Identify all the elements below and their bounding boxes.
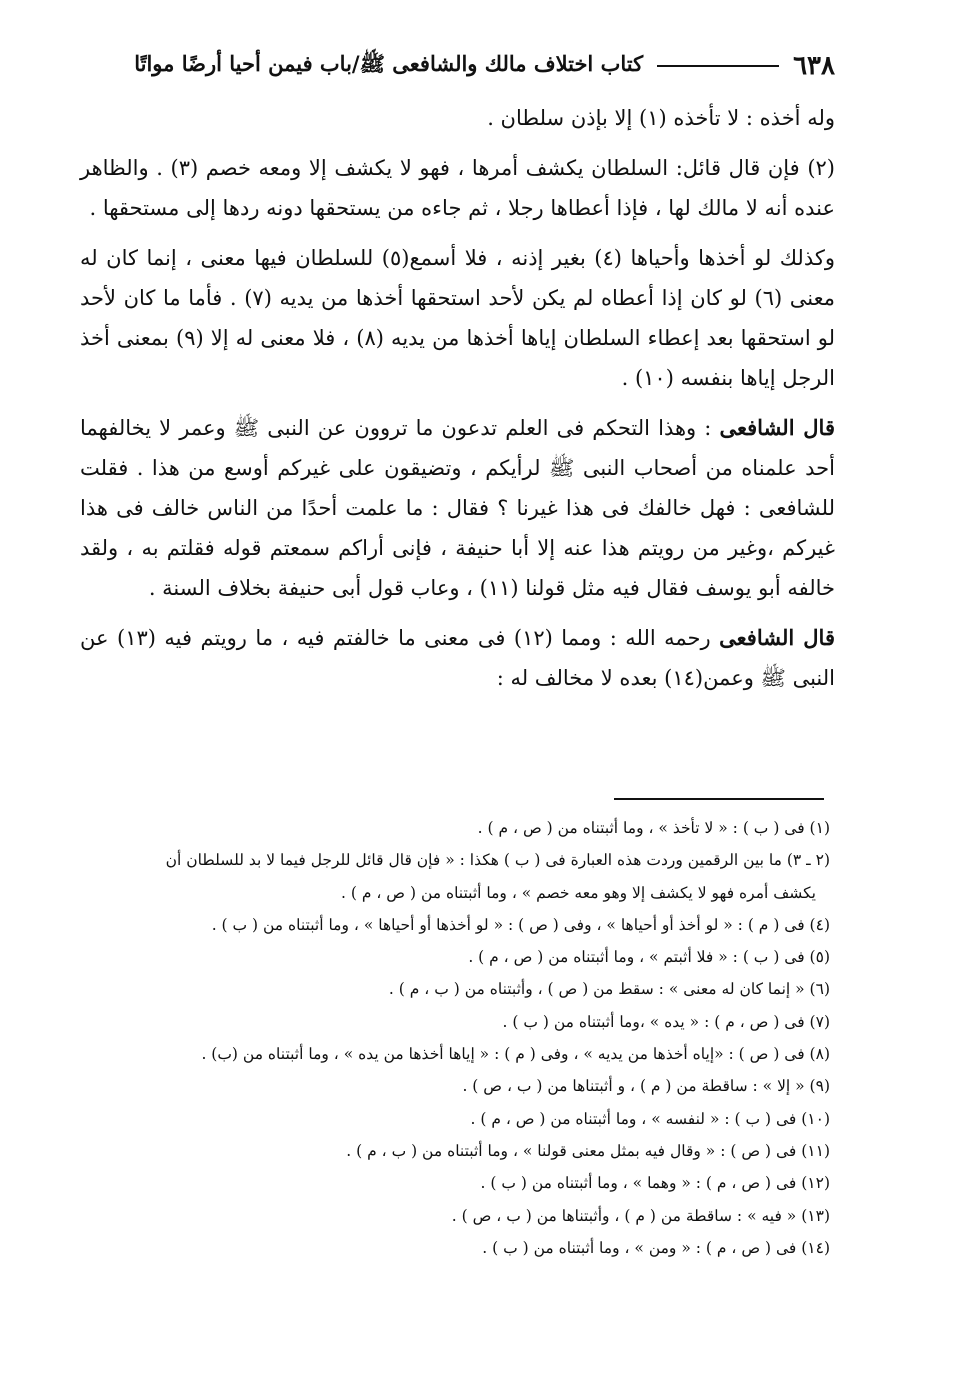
footnote: (٨) فى ( ص ) : «إياه أخذها من يديه » ، وفى ( م ) : « إياها أخذها من يده » ، وما أثبتناه من (ب) . bbox=[201, 1045, 830, 1064]
footnote: (١٣) « فيه » : ساقطة من ( م ) ، وأثبتناها من ( ب ، ص ) . bbox=[451, 1206, 830, 1225]
page-header bbox=[80, 46, 835, 86]
footnotes bbox=[80, 812, 830, 1264]
paragraph-5-text: رحمه الله : ومما (١٢) فى معنى ما خالفتم فيه ، ما رويتم فيه (١٣) عن النبى ﷺ وعمن(١٤) بعده لا مخالف له : bbox=[80, 626, 835, 690]
header-rule bbox=[657, 65, 779, 67]
footnote: (١٠) فى ( ب ) : « لنفسه » ، وما أثبتناه من ( ص ، م ) . bbox=[470, 1109, 830, 1128]
footnote: (٢ ـ ٣) ما بين الرقمين وردت هذه العبارة فى ( ب ) هكذا : « فإن قال قائل للرجل فيما لا بد للسلطان أن bbox=[165, 851, 830, 870]
paragraph-2: (٢) فإن قال قائل: السلطان يكشف أمرها ، فهو لا يكشف إلا ومعه خصم (٣) . والظاهر عنده أنه لا مالك لها ، فإذا أعطاها رجلا ، ثم جاءه من يستحقها دونه ردها إلى مستحقها . bbox=[80, 156, 835, 220]
page-number: ٦٣٨ bbox=[793, 51, 835, 81]
footnote-divider bbox=[614, 798, 824, 800]
footnote: (١٤) فى ( ص ، م ) : « ومن » ، وما أثبتناه من ( ب ) . bbox=[482, 1238, 830, 1257]
footnote: (١٢) فى ( ص ، م ) : « وهما » ، وما أثبتناه من ( ب ) . bbox=[480, 1174, 830, 1193]
footnote: (١١) فى ( ص ) : « وقال فيه بمثل معنى قولنا » ، وما أثبتناه من ( ب ، م ) . bbox=[346, 1141, 830, 1160]
footnote-continuation: يكشف أمره فهو لا يكشف إلا وهو معه خصم » ، وما أثبتناه من ( ص ، م ) . bbox=[341, 883, 816, 902]
paragraph-4 bbox=[80, 408, 835, 608]
footnote: (٤) فى ( م ) : « لو أخذ أو أحياها » ، وفى ( ص ) : « لو أخذها أو أحياها » ، وما أثبتناه من ( ب ) . bbox=[211, 915, 830, 934]
speaker-label: قال الشافعى bbox=[719, 625, 835, 650]
footnote: (٥) فى ( ب ) : « فلا أثبتم » ، وما أثبتناه من ( ص ، م ) . bbox=[468, 948, 830, 967]
paragraph-1: وله أخذه : لا تأخذه (١) إلا بإذن سلطان . bbox=[487, 106, 835, 130]
footnote: (١) فى ( ب ) : « لا تأخذ » ، وما أثبتناه من ( ص ، م ) . bbox=[477, 819, 830, 837]
main-text bbox=[80, 98, 835, 708]
running-title: كتاب اختلاف مالك والشافعى ﷺ/باب فيمن أحيا أرضًا مواتًا bbox=[134, 50, 644, 76]
paragraph-3: وكذلك لو أخذها وأحياها (٤) بغير إذنه ، فلا أسمع(٥) للسلطان فيها معنى ، إنما كان له معنى (٦) لو كان إذا أعطاه لم يكن لأحد استحقها أخذها من يديه (٧) . فأما ما كان لأحد لو استحقها بعد إعطاء السلطان إياها أخذها من يديه (٨) ، فلا معنى له إلا (٩) بمعنى أخذ الرجل إياها بنفسه (١٠) . bbox=[80, 246, 835, 390]
footnote: (٧) فى ( ص ، م ) : « يده » ،وما أثبتناه من ( ب ) . bbox=[502, 1012, 830, 1031]
paragraph-5 bbox=[80, 618, 835, 698]
paragraph-4-text: : وهذا التحكم فى العلم تدعون ما تروون عن النبى ﷺ وعمر لا يخالفهما أحد علمناه من أصحاب النبى ﷺ لرأيكم ، وتضيقون على غيركم أوسع من هذا . فقلت للشافعى : فهل خالفك فى هذا غيرنا ؟ فقال : ما علمت أحدًا من الناس خالف فى هذا غيركم ،وغير من رويتم هذا عنه إلا أبا حنيفة ، فإنى أراكم سمعتم قوله فقلتم به ، ولقد خالفه أبو يوسف فقال فيه مثل قولنا (١١) ، وعاب قول أبى حنيفة بخلاف السنة . bbox=[80, 416, 835, 600]
footnote: (٦) « إنما كان له معنى » : سقط من ( ص ) ، وأثبتناه من ( ب ، م ) . bbox=[388, 980, 830, 999]
speaker-label: قال الشافعى bbox=[719, 415, 835, 440]
footnote: (٩) « إلا » : ساقطة من ( م ) ، و أثبتناها من ( ب ، ص ) . bbox=[462, 1077, 830, 1096]
